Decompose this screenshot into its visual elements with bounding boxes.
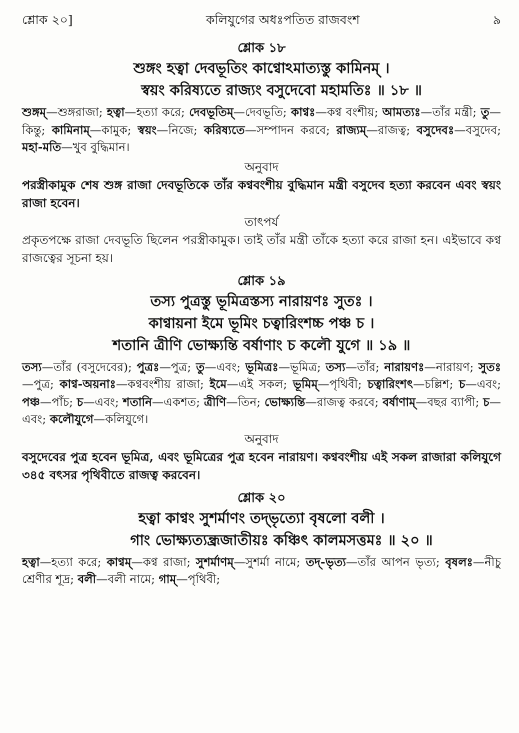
synonym-meaning: —দেবভূতি; — [233, 105, 291, 119]
synonym-meaning: —তাঁর মন্ত্রী; — [420, 105, 481, 119]
synonym-term: দেবভূতিম্ — [189, 105, 234, 119]
synonym-meaning: —নারায়ণ; — [424, 359, 479, 374]
synonym-term: তদ্-ভৃত্য — [305, 554, 347, 569]
synonym-meaning: —কণ্ব রাজা; — [131, 554, 196, 569]
synonym-meaning: —নীচু শ্রেণীর শূদ্র; — [22, 554, 501, 586]
synonym-term: কামিনাম্ — [51, 122, 90, 137]
synonym-meaning: —তাঁর (বসুদেবের); — [41, 359, 137, 374]
synonym-term: স্বয়ং — [137, 122, 157, 137]
header-verse-ref: শ্লোক ২০] — [22, 12, 73, 27]
synonym-meaning: —এই সকল; — [226, 377, 293, 391]
synonym-meaning: —বছর ব্যাপী; — [415, 394, 484, 409]
synonym-meaning: —শুঙ্গরাজা; — [46, 105, 107, 119]
synonym-meaning: —পুত্র; — [159, 359, 197, 374]
synonym-term: তস্য — [325, 359, 346, 374]
verse-18-line-1: শুঙ্গং হত্বা দেবভূতিং কাণ্বোঽমাত্যস্তু কামিনম্ । — [133, 60, 390, 77]
verse-19-line-1: তস্য পুত্রস্তু ভূমিত্রস্তস্য নারায়ণঃ সুতঃ । — [150, 292, 373, 310]
synonym-term: সুশর্মাণম্ — [195, 554, 234, 569]
verse-19-line-3: শতানি ত্রীণি ভোক্ষ্যন্তি বর্ষাণাং চ কলৌ যুগে ॥ ১৯ ॥ — [112, 336, 411, 354]
synonym-term: তু — [480, 105, 490, 119]
synonym-term: তু — [196, 359, 205, 374]
verse-19-translation-heading: অনুবাদ — [244, 431, 279, 446]
synonym-meaning: —হত্যা করে; — [124, 105, 190, 119]
synonym-term: ভোক্ষ্যন্তি — [264, 394, 306, 409]
verse-20-line-1: হত্বা কাণ্বং সুশর্মাণং তদ্‌ভৃত্যো বৃষলো বলী । — [138, 509, 385, 527]
verse-20 — [22, 490, 501, 589]
synonym-term: বর্ষাণাম্ — [382, 394, 416, 409]
synonym-term: কাণ্বম্ — [106, 554, 132, 569]
synonym-term: শতানি — [122, 394, 153, 409]
synonym-meaning: —এবং; — [204, 359, 246, 374]
synonym-term: হত্বা — [106, 105, 125, 119]
synonym-meaning: —খুব বুদ্ধিমান। — [61, 140, 130, 154]
synonym-term: কাণ্ব-অয়নাঃ — [59, 377, 116, 391]
synonym-meaning: —কণ্ব বংশীয়; — [315, 105, 383, 119]
page-number: ৯ — [492, 12, 501, 27]
verse-18-translation: পরস্ত্রীকামুক শেষ শুঙ্গ রাজা দেবভূতিকে তাঁর কণ্ববংশীয় বুদ্ধিমান মন্ত্রী বসুদেব হত্যা করবেন এবং স্বয়ং রাজা হবেন। — [22, 177, 501, 210]
verse-20-synonyms — [22, 554, 501, 589]
synonym-meaning: —নিজে; — [156, 122, 204, 137]
synonym-meaning: —এবং; — [22, 394, 501, 426]
synonym-meaning: —বসুদেব; — [454, 122, 501, 137]
synonym-term: ভূমিত্রঃ — [245, 359, 279, 374]
synonym-meaning: —সুশর্মা নামে; — [233, 554, 306, 569]
synonym-meaning: —পৃথিবী; — [317, 377, 368, 391]
synonym-meaning: —চল্লিশ; — [413, 377, 459, 391]
verse-18-title: শ্লোক ১৮ — [237, 41, 286, 56]
synonym-term: চ — [483, 394, 490, 409]
synonym-meaning: —তাঁর আপন ভৃত্য; — [346, 554, 446, 569]
synonym-term: কাণ্বঃ — [290, 105, 316, 119]
verse-18-synonyms — [22, 104, 501, 157]
synonym-term: বলী — [77, 572, 97, 586]
synonym-meaning: —সম্পাদন করবে; — [244, 122, 337, 137]
synonym-meaning: —একশত; — [152, 394, 204, 409]
verse-19-translation: বসুদেবের পুত্র হবেন ভূমিত্র, এবং ভূমিত্রের পুত্র হবেন নারায়ণ। কণ্ববংশীয় এই সকল রাজারা কলিযুগে ৩৪৫ বৎসর পৃথিবীতে রাজত্ব করবেন। — [22, 449, 501, 482]
synonym-meaning: —এবং; — [465, 377, 501, 391]
synonym-term: ইমে — [209, 377, 227, 391]
synonym-term: পঞ্চ — [22, 394, 41, 409]
synonym-meaning: —তাঁর; — [345, 359, 385, 374]
synonym-term: তস্য — [22, 359, 42, 374]
header-chapter-title: কলিযুগের অধঃপতিত রাজবংশ — [205, 12, 360, 27]
synonym-meaning: —বলী নামে; — [96, 572, 159, 586]
synonym-term: চ — [76, 394, 84, 409]
verse-18-translation-heading: অনুবাদ — [244, 159, 279, 174]
verse-18-purport: প্রকৃতপক্ষে রাজা দেবভূতি ছিলেন পরস্ত্রীকামুক। তাই তাঁর মন্ত্রী তাঁকে হত্যা করে রাজা হন। এইভাবে কণ্ব রাজত্বের সূচনা হয়। — [22, 232, 501, 265]
synonym-meaning: —কিন্তু; — [22, 105, 501, 137]
synonym-meaning: —ভূমিত্র; — [278, 359, 326, 374]
synonym-term: পুত্রঃ — [136, 359, 160, 374]
synonym-term: চত্বারিংশৎ — [367, 377, 414, 391]
synonym-term: হত্বা — [22, 554, 40, 569]
synonym-meaning: —এবং; — [83, 394, 123, 409]
synonym-meaning: —হত্যা করে; — [39, 554, 107, 569]
verse-19-synonyms — [22, 359, 501, 429]
synonym-term: কলৌযুগে — [49, 412, 94, 426]
synonym-term: করিষ্যতে — [203, 122, 245, 137]
synonym-meaning: —তিন; — [226, 394, 265, 409]
synonym-meaning: —পাঁচ; — [40, 394, 77, 409]
synonym-meaning: —পুত্র; — [22, 377, 60, 391]
synonym-meaning: —রাজত্ব; — [366, 122, 417, 137]
synonym-term: বসুদেবঃ — [416, 122, 455, 137]
verse-19 — [22, 273, 501, 484]
synonym-term: রাজ্যম্ — [336, 122, 367, 137]
synonym-term: মহা-মতি — [22, 140, 62, 154]
synonym-meaning: —কলিযুগে। — [93, 412, 149, 426]
verse-18-line-2: স্বয়ং করিষ্যতে রাজ্যং বসুদেবো মহামতিঃ ॥ ১৮ ॥ — [141, 82, 422, 99]
synonym-term: শুঙ্গম্ — [22, 105, 47, 119]
verse-19-line-2: কাণ্বায়না ইমে ভূমিং চত্বারিংশচ্চ পঞ্চ চ । — [148, 314, 375, 332]
verse-20-line-2: গাং ভোক্ষ্যত্যন্ধ্রজাতীয়ঃ কঞ্চিৎ কালমসত্তমঃ ॥ ২০ ॥ — [130, 531, 433, 549]
synonym-meaning: —রাজত্ব করবে; — [305, 394, 383, 409]
synonym-term: ত্রীণি — [203, 394, 227, 409]
synonym-term: সুতঃ — [478, 359, 502, 374]
synonym-term: চ — [458, 377, 466, 391]
synonym-term: আমত্যঃ — [382, 105, 421, 119]
verse-18 — [22, 40, 501, 267]
synonym-term: গাম্ — [158, 572, 177, 586]
synonym-term: বৃষলঃ — [445, 554, 473, 569]
synonym-term: ভূমিম্ — [292, 377, 318, 391]
synonym-meaning: —কণ্ববংশীয় রাজা; — [115, 377, 210, 391]
verse-20-title: শ্লোক ২০ — [237, 490, 286, 506]
synonym-term: নারায়ণঃ — [384, 359, 425, 374]
synonym-meaning: —পৃথিবী; — [176, 572, 221, 586]
synonym-meaning: —কামুক; — [89, 122, 138, 137]
verse-19-title: শ্লোক ১৯ — [237, 273, 286, 289]
verse-18-purport-heading: তাৎপর্য — [244, 214, 279, 229]
running-header — [22, 6, 501, 34]
